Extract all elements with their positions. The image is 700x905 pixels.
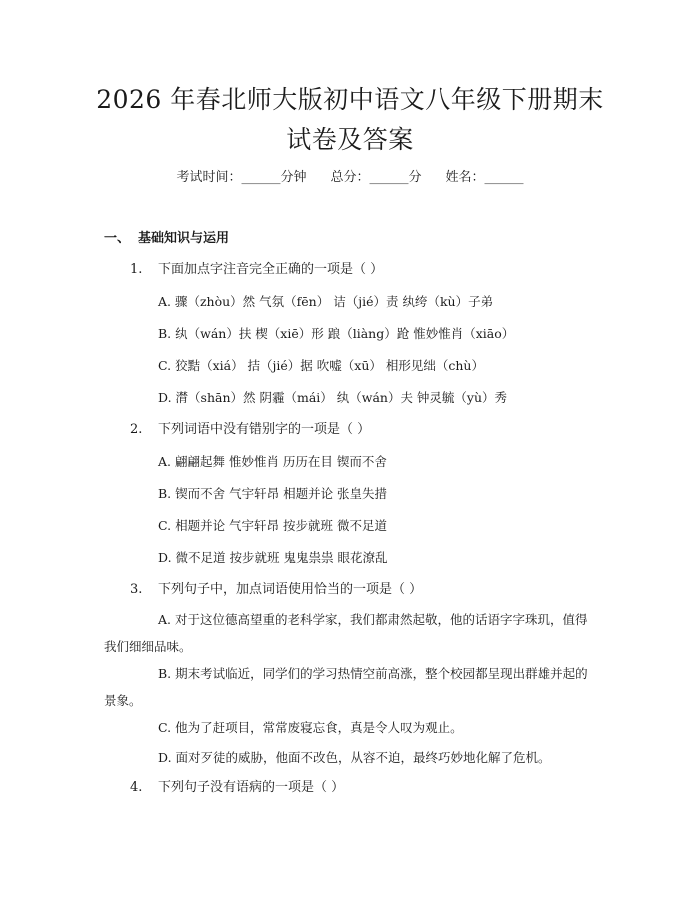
question-text: 下面加点字注音完全正确的一项是（ ） — [158, 262, 384, 277]
title-line-2: 试卷及答案 — [286, 125, 414, 154]
option-2c: C. 相题并论 气宇轩昂 按步就班 微不足道 — [158, 518, 387, 533]
question-text: 下列句子中，加点词语使用恰当的一项是（ ） — [158, 582, 423, 597]
question-text: 下列句子没有语病的一项是（ ） — [158, 780, 345, 795]
question-1 — [130, 260, 383, 280]
title-line-1: 2026 年春北师大版初中语文八年级下册期末 — [96, 85, 604, 114]
exam-info-line — [0, 168, 700, 188]
question-number: 2. — [130, 422, 143, 437]
exam-time-label: 考试时间：______分钟 — [176, 170, 307, 185]
option-2a: A. 翩翩起舞 惟妙惟肖 历历在目 锲而不舍 — [158, 454, 387, 469]
option-3d: D. 面对歹徒的威胁，他面不改色，从容不迫，最终巧妙地化解了危机。 — [158, 750, 551, 765]
option-1a: A. 骤（zhòu）然 气氛（fēn） 诘（jié）责 纨绔（kù）子弟 — [158, 294, 494, 309]
option-2b: B. 锲而不舍 气宇轩昂 相题并论 张皇失措 — [158, 486, 388, 501]
question-number: 3. — [130, 582, 143, 597]
total-score-label: 总分：______分 — [330, 170, 422, 185]
option-3a: A. 对于这位德高望重的老科学家，我们都肃然起敬，他的话语字字珠玑，值得我们细细品味。 — [104, 612, 588, 654]
question-number: 4. — [130, 780, 143, 795]
student-name-label: 姓名：______ — [445, 170, 524, 185]
question-4 — [130, 778, 344, 798]
question-2 — [130, 420, 370, 440]
section-number: 一、 — [104, 231, 131, 246]
option-3c: C. 他为了赶项目，常常废寝忘食，真是令人叹为观止。 — [158, 720, 463, 735]
option-1d: D. 潸（shān）然 阴霾（mái） 纨（wán）夫 钟灵毓（yù）秀 — [158, 390, 508, 405]
question-number: 1. — [130, 262, 143, 277]
section-heading — [104, 229, 229, 249]
option-2d: D. 微不足道 按步就班 鬼鬼祟祟 眼花潦乱 — [158, 550, 388, 565]
option-1c: C. 狡黠（xiá） 拮（jié）据 吹嘘（xū） 相形见绌（chù） — [158, 358, 484, 373]
question-3 — [130, 580, 422, 600]
option-1b: B. 纨（wán）扶 楔（xiē）形 踉（liàng）跄 惟妙惟肖（xiāo） — [158, 326, 515, 341]
document-title — [40, 80, 660, 160]
section-title: 基础知识与运用 — [138, 231, 230, 246]
option-3b: B. 期末考试临近，同学们的学习热情空前高涨，整个校园都呈现出群雄并起的景象。 — [104, 666, 588, 708]
question-text: 下列词语中没有错别字的一项是（ ） — [158, 422, 371, 437]
